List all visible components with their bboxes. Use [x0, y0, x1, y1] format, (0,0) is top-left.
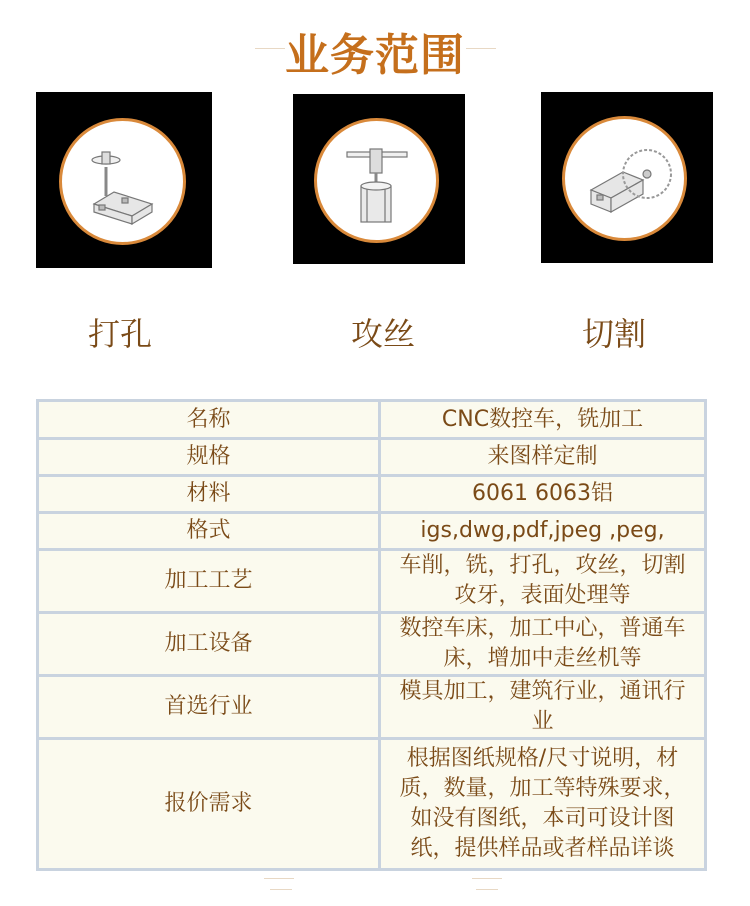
drilling-icon [36, 92, 212, 268]
table-row [39, 440, 704, 474]
footer-divider-left [264, 878, 294, 879]
row-key: 规格 [39, 440, 378, 474]
table-row [39, 402, 704, 437]
page-title: 业务范围 [285, 30, 465, 81]
tapping-icon [293, 94, 465, 264]
table-row [39, 514, 704, 548]
footer-divider-right [472, 878, 502, 879]
table-row [39, 677, 704, 737]
row-value: 模具加工，建筑行业，通讯行 业 [381, 677, 704, 737]
row-key: 名称 [39, 402, 378, 437]
spec-table [36, 399, 707, 871]
title-divider-right [466, 48, 496, 49]
row-key: 材料 [39, 477, 378, 511]
row-key: 首选行业 [39, 677, 378, 737]
row-value: 根据图纸规格/尺寸说明，材 质，数量，加工等特殊要求， 如没有图纸，本司可设计图 纸，提供样品或者样品详谈 [381, 740, 704, 868]
table-row [39, 740, 704, 868]
service-tile-cutting [541, 92, 713, 263]
service-label-drilling: 打孔 [87, 315, 152, 353]
row-value: 6061 6063铝 [381, 477, 704, 511]
footer-divider-right-2 [476, 889, 498, 890]
table-row [39, 614, 704, 674]
cutting-icon [541, 92, 713, 263]
row-key: 加工设备 [39, 614, 378, 674]
footer-divider-left-2 [270, 889, 292, 890]
row-key: 加工工艺 [39, 551, 378, 611]
row-value: igs,dwg,pdf,jpeg ,peg, [381, 514, 704, 548]
row-value: 车削，铣，打孔，攻丝，切割 攻牙，表面处理等 [381, 551, 704, 611]
service-tile-drilling [36, 92, 212, 268]
service-label-tapping: 攻丝 [350, 315, 415, 353]
table-row [39, 551, 704, 611]
service-label-cutting: 切割 [581, 315, 646, 353]
row-key: 报价需求 [39, 740, 378, 868]
table-row [39, 477, 704, 511]
row-value: CNC数控车，铣加工 [381, 402, 704, 437]
section-header [0, 28, 750, 84]
row-value: 来图样定制 [381, 440, 704, 474]
row-key: 格式 [39, 514, 378, 548]
row-value: 数控车床，加工中心，普通车 床，增加中走丝机等 [381, 614, 704, 674]
service-tile-tapping [293, 94, 465, 264]
